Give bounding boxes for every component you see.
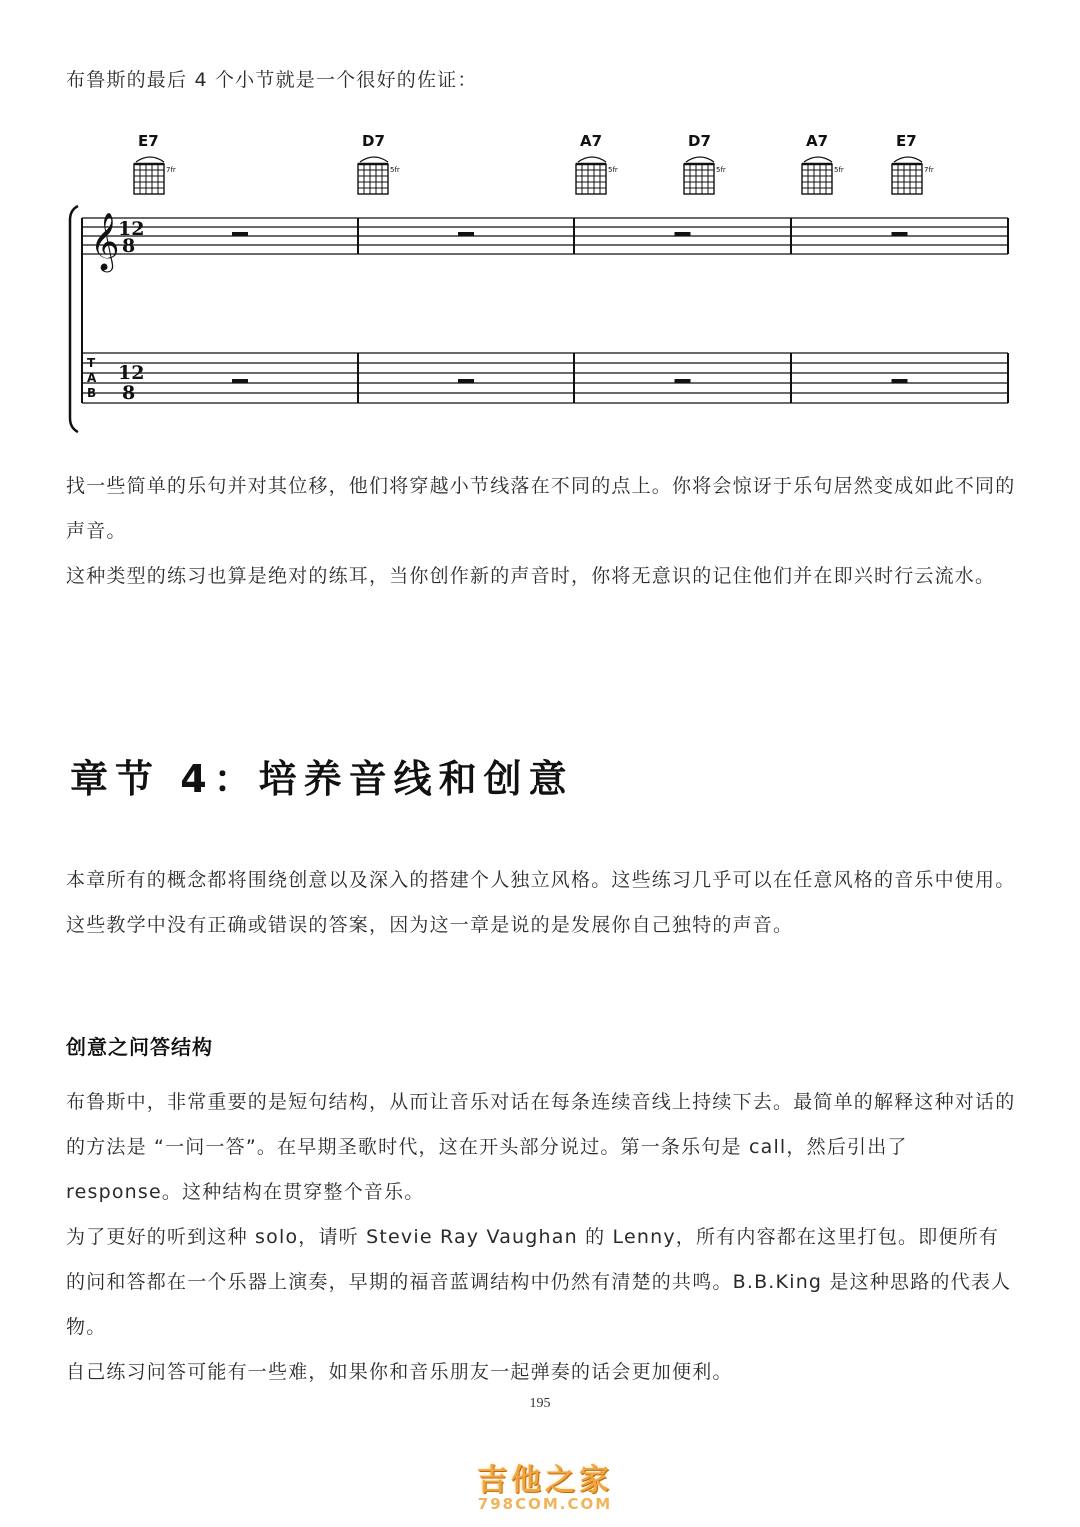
chord-grid-frame	[802, 164, 832, 194]
barre-arc	[360, 157, 388, 162]
tab-clef-letter: T	[87, 356, 96, 370]
chord-diagram	[134, 164, 164, 194]
paragraph: 布鲁斯中，非常重要的是短句结构，从而让音乐对话在每条连续音线上持续下去。最简单的解释这种对话的的方法是 “一问一答”。在早期圣歌时代，这在开头部分说过。第一条乐句是 call，然后引出了 response。这种结构在贯穿整个音乐。	[66, 1091, 1016, 1203]
chord-name: A7	[580, 132, 603, 150]
system-bracket	[70, 206, 78, 432]
watermark-sub-text: 798COM.COM	[477, 1495, 613, 1513]
paragraph-group-3	[66, 1080, 1016, 1395]
paragraph: 本章所有的概念都将围绕创意以及深入的搭建个人独立风格。这些练习几乎可以在任意风格的音乐中使用。这些教学中没有正确或错误的答案，因为这一章是说的是发展你自己独特的声音。	[66, 869, 1016, 936]
half-rest	[675, 232, 691, 236]
paragraph: 自己练习问答可能有一些难，如果你和音乐朋友一起弹奏的话会更加便利。	[66, 1361, 733, 1383]
time-signature-bottom: 8	[122, 235, 136, 257]
site-watermark-logo	[445, 1455, 645, 1513]
chord-grid-frame	[358, 164, 388, 194]
music-score	[60, 110, 1020, 440]
half-rest	[232, 232, 248, 236]
chord-diagram	[802, 164, 832, 194]
chord-fret-label: 7fr	[924, 166, 934, 174]
half-rest	[458, 232, 474, 236]
chord-name: A7	[806, 132, 829, 150]
chord-fret-label: 5fr	[834, 166, 844, 174]
chord-diagram	[358, 164, 388, 194]
chord-grid-frame	[134, 164, 164, 194]
paragraph: 找一些简单的乐句并对其位移，他们将穿越小节线落在不同的点上。你将会惊讶于乐句居然变成如此不同的声音。	[66, 475, 1016, 542]
chord-name: D7	[688, 132, 711, 150]
chord-diagram	[892, 164, 922, 194]
intro-text: 布鲁斯的最后 4 个小节就是一个很好的佐证：	[66, 69, 478, 91]
chord-name: D7	[362, 132, 385, 150]
paragraph: 为了更好的听到这种 solo，请听 Stevie Ray Vaughan 的 Lenny，所有内容都在这里打包。即便所有的问和答都在一个乐器上演奏，早期的福音蓝调结构中仍然有清楚的共鸣。B.B.King 是这种思路的代表人物。	[66, 1226, 1012, 1338]
tab-clef-letter: A	[87, 371, 97, 385]
barre-arc	[136, 157, 164, 162]
paragraph-group-2	[66, 858, 1016, 948]
tab-clef-letter: B	[87, 386, 97, 400]
chord-diagram	[576, 164, 606, 194]
time-signature-top: 12	[118, 218, 145, 240]
chord-fret-label: 5fr	[608, 166, 618, 174]
barre-arc	[804, 157, 832, 162]
half-rest	[892, 379, 908, 383]
chord-fret-label: 7fr	[166, 166, 176, 174]
half-rest	[458, 379, 474, 383]
chord-grid-frame	[684, 164, 714, 194]
chord-name: E7	[138, 132, 159, 150]
tab-time-signature-top: 12	[118, 362, 145, 384]
paragraph: 这种类型的练习也算是绝对的练耳，当你创作新的声音时，你将无意识的记住他们并在即兴时行云流水。	[66, 565, 996, 587]
watermark-main-text: 吉他之家	[477, 1463, 613, 1498]
chord-grid-frame	[576, 164, 606, 194]
section-title: 创意之问答结构	[66, 1035, 213, 1059]
page-number: 195	[529, 1396, 551, 1411]
half-rest	[892, 232, 908, 236]
chapter-title: 章节 4：培养音线和创意	[70, 757, 574, 801]
barre-arc	[686, 157, 714, 162]
half-rest	[675, 379, 691, 383]
chord-fret-label: 5fr	[716, 166, 726, 174]
chord-diagram	[684, 164, 714, 194]
chord-name: E7	[896, 132, 917, 150]
half-rest	[232, 379, 248, 383]
paragraph-group-1	[66, 464, 1016, 599]
chord-grid-frame	[892, 164, 922, 194]
treble-clef-icon: 𝄞	[90, 212, 120, 270]
tab-time-signature-bottom: 8	[122, 382, 136, 404]
chord-fret-label: 5fr	[390, 166, 400, 174]
barre-arc	[894, 157, 922, 162]
barre-arc	[578, 157, 606, 162]
